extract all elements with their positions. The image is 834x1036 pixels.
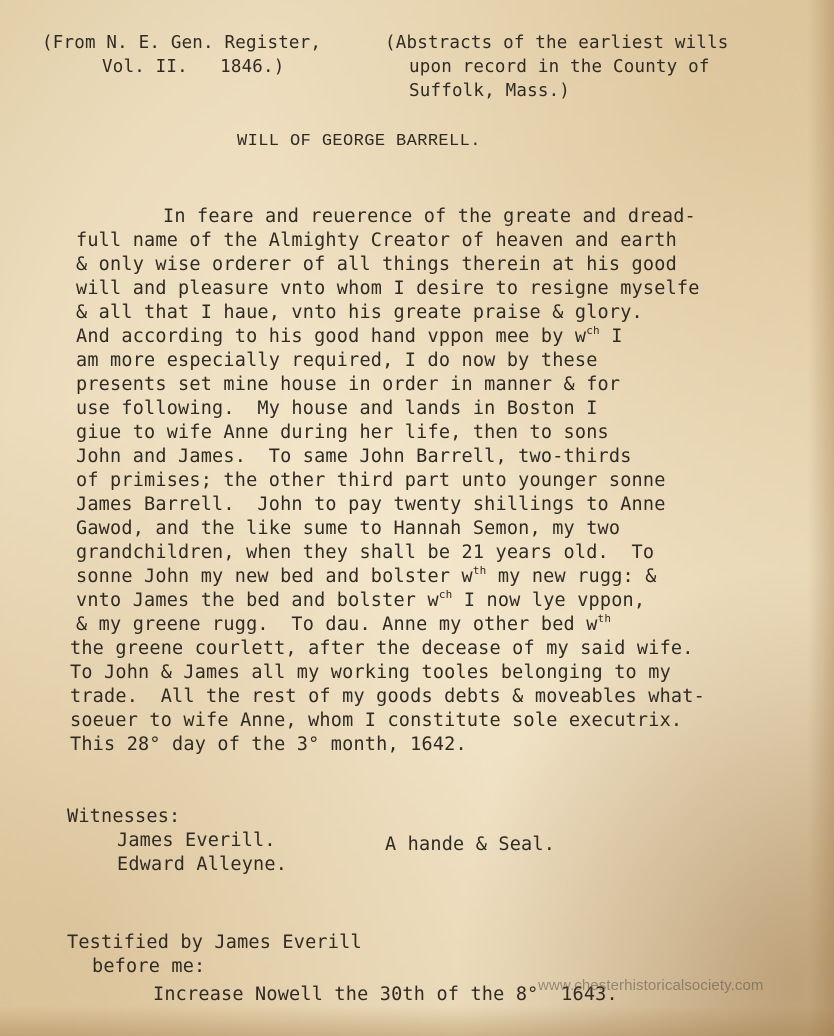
will-text-line: am more especially required, I do now by these [76, 350, 598, 371]
text-segment: I now lye vppon, [452, 590, 646, 611]
text-segment: sonne John my new bed and bolster w [76, 566, 473, 587]
will-date-line: This 28° day of the 3° month, 1642. [70, 734, 467, 755]
will-text-line: trade. All the rest of my goods debts & moveables what- [70, 686, 705, 707]
text-segment: vnto James the bed and bolster w [76, 590, 439, 611]
will-text-line: full name of the Almighty Creator of heaven and earth [76, 230, 677, 251]
abstract-note-line1: (Abstracts of the earliest wills [385, 33, 729, 53]
text-segment: And according to his good hand vppon mee by w [76, 326, 587, 347]
source-citation-line1: (From N. E. Gen. Register, [42, 33, 322, 53]
will-text-line: & only wise orderer of all things therein at his good [76, 254, 677, 275]
superscript: th [597, 612, 612, 625]
superscript: ch [438, 588, 453, 601]
will-text-line [76, 326, 623, 348]
superscript: th [472, 564, 487, 577]
superscript: ch [586, 324, 600, 337]
text-segment: I [599, 326, 623, 347]
will-text-line: In feare and reuerence of the greate and dread- [163, 206, 696, 227]
will-text-line: & all that I haue, vnto his greate praise & glory. [76, 302, 643, 323]
will-text-line: use following. My house and lands in Boston I [76, 398, 598, 419]
will-text-line [76, 614, 611, 636]
will-text-line: presents set mine house in order in manner & for [76, 374, 621, 395]
witnesses-label: Witnesses: [67, 806, 181, 827]
will-text-line [76, 566, 657, 588]
page-edge-shadow [808, 0, 834, 1036]
source-citation-line2: Vol. II. 1846.) [102, 57, 285, 77]
testimony-line3: Increase Nowell the 30th of the 8° 1643. [153, 984, 618, 1005]
text-segment: & my greene rugg. To dau. Anne my other bed w [76, 614, 598, 635]
will-text-line: To John & James all my working tooles belonging to my [70, 662, 671, 683]
abstract-note-line3: Suffolk, Mass.) [409, 81, 571, 101]
document-title: WILL OF GEORGE BARRELL. [237, 132, 481, 151]
witness-name: James Everill. [117, 830, 276, 851]
testimony-line2: before me: [92, 956, 206, 977]
will-text-line: the greene courlett, after the decease of my said wife. [70, 638, 694, 659]
abstract-note-line2: upon record in the County of [409, 57, 710, 77]
will-text-line: Gawod, and the like sume to Hannah Semon, my two [76, 518, 621, 539]
will-text-line: soeuer to wife Anne, whom I constitute sole executrix. [70, 710, 683, 731]
seal-note: A hande & Seal. [385, 834, 556, 855]
watermark-text: www.chesterhistoricalsociety.com [538, 977, 764, 994]
testimony-line1: Testified by James Everill [67, 932, 362, 953]
will-text-line: will and pleasure vnto whom I desire to resigne myselfe [76, 278, 700, 299]
text-segment: my new rugg: & [486, 566, 657, 587]
will-text-line: James Barrell. John to pay twenty shillings to Anne [76, 494, 666, 515]
will-text-line: giue to wife Anne during her life, then to sons [76, 422, 609, 443]
will-text-line: grandchildren, when they shall be 21 years old. To [76, 542, 655, 563]
will-text-line [76, 590, 645, 612]
witness-name: Edward Alleyne. [117, 854, 288, 875]
will-text-line: of primises; the other third part unto younger sonne [76, 470, 666, 491]
will-text-line: John and James. To same John Barrell, two-thirds [76, 446, 632, 467]
page-edge-shadow-bottom [0, 1006, 834, 1036]
